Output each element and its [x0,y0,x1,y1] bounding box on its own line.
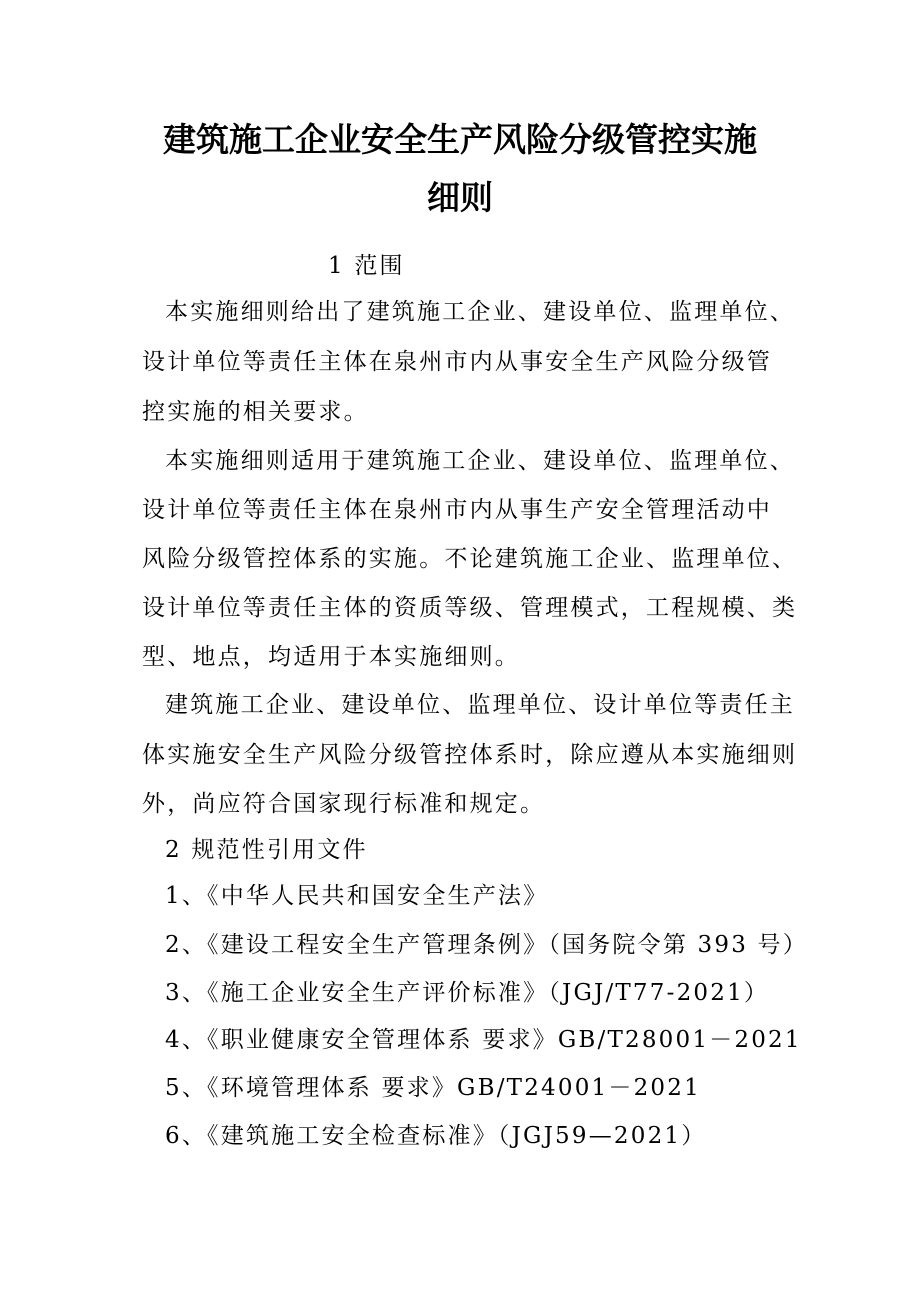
paragraph-line: 型、地点，均适用于本实施细则。 [142,644,520,670]
paragraph-line: 设计单位等责任主体在泉州市内从事安全生产风险分级管 [142,349,772,375]
reference-item: 6、《建筑施工安全检查标准》（JGJ59—2021） [165,1123,707,1149]
section-heading-references: 2 规范性引用文件 [165,837,368,863]
paragraph-line: 建筑施工企业、建设单位、监理单位、设计单位等责任主 [165,692,795,718]
paragraph-line: 控实施的相关要求。 [142,399,369,425]
paragraph-line: 设计单位等责任主体的资质等级、管理模式，工程规模、类 [142,595,798,621]
document-title-line-2: 细则 [427,178,493,217]
reference-item: 2、《建设工程安全生产管理条例》（国务院令第 393 号） [165,932,808,958]
reference-item: 5、《环境管理体系 要求》GB/T24001－2021 [165,1075,701,1101]
reference-item: 3、《施工企业安全生产评价标准》（JGJ/T77-2021） [165,980,770,1006]
paragraph-line: 风险分级管控体系的实施。不论建筑施工企业、监理单位、 [142,546,798,572]
paragraph-line: 本实施细则给出了建筑施工企业、建设单位、监理单位、 [165,299,795,325]
reference-item: 4、《职业健康安全管理体系 要求》GB/T28001－2021 [165,1027,802,1053]
paragraph-line: 本实施细则适用于建筑施工企业、建设单位、监理单位、 [165,448,795,474]
paragraph-line: 体实施安全生产风险分级管控体系时，除应遵从本实施细则 [142,742,798,768]
paragraph-line: 设计单位等责任主体在泉州市内从事生产安全管理活动中 [142,497,772,523]
document-title-line-1: 建筑施工企业安全生产风险分级管控实施 [163,120,757,159]
section-heading-scope: 1 范围 [328,253,405,279]
reference-item: 1、《中华人民共和国安全生产法》 [165,883,549,909]
paragraph-line: 外，尚应符合国家现行标准和规定。 [142,791,546,817]
